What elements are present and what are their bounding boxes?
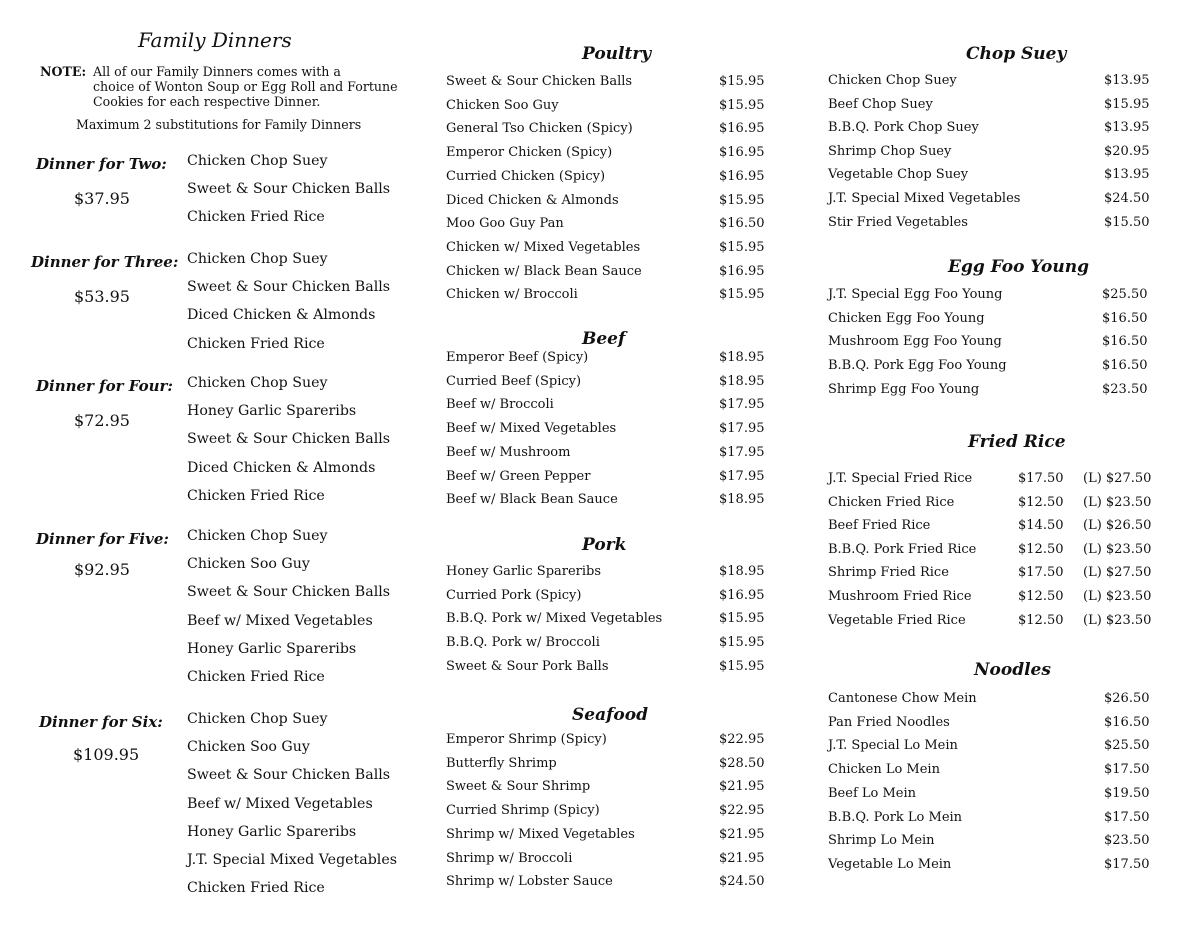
menu-item-price: $23.50 xyxy=(1102,381,1148,397)
dinner-item: Sweet & Sour Chicken Balls xyxy=(187,584,391,601)
menu-item-name: Chicken w/ Black Bean Sauce xyxy=(446,263,642,279)
menu-item-name: Moo Goo Guy Pan xyxy=(446,216,564,232)
menu-item-row xyxy=(446,564,786,584)
menu-item-name: Beef w/ Green Pepper xyxy=(446,468,591,484)
egg-foo-young-title: Egg Foo Young xyxy=(948,257,1089,277)
menu-item-name: Beef w/ Mixed Vegetables xyxy=(446,421,617,437)
menu-item-name: Shrimp Chop Suey xyxy=(828,143,952,159)
menu-item-price: $26.50 xyxy=(1104,691,1150,706)
dinner-item: Chicken Fried Rice xyxy=(187,335,325,352)
dinner-item: Chicken Fried Rice xyxy=(187,487,325,504)
dinner-price: $37.95 xyxy=(74,189,130,208)
dinner-items xyxy=(187,711,397,908)
dinner-item: Chicken Fried Rice xyxy=(187,668,325,685)
menu-item-price: $15.95 xyxy=(1104,96,1150,112)
menu-item-name: Vegetable Chop Suey xyxy=(828,167,969,183)
menu-item-price: $15.95 xyxy=(719,192,765,208)
menu-item-row xyxy=(828,334,1168,354)
menu-item-name: Shrimp w/ Broccoli xyxy=(446,850,573,866)
menu-item-price: $20.95 xyxy=(1104,143,1150,159)
menu-item-price: $18.95 xyxy=(719,373,765,389)
family-dinners-title: Family Dinners xyxy=(138,28,292,52)
menu-item-name: Beef Fried Rice xyxy=(828,518,931,534)
menu-item-price: $17.50 xyxy=(1104,856,1150,872)
menu-item-row xyxy=(446,588,786,608)
dinner-item: Chicken Chop Suey xyxy=(187,251,328,267)
menu-item-row xyxy=(828,518,1168,538)
menu-item-row xyxy=(446,121,786,141)
menu-item-price: $15.95 xyxy=(719,97,765,113)
menu-item-price: $17.95 xyxy=(719,397,765,413)
menu-item-name: Curried Shrimp (Spicy) xyxy=(446,803,600,819)
menu-item-price: $16.50 xyxy=(719,216,765,232)
menu-item-price: $16.95 xyxy=(719,121,765,137)
dinner-item: Chicken Chop Suey xyxy=(187,711,328,727)
menu-item-row xyxy=(828,810,1168,830)
dinner-item: Sweet & Sour Chicken Balls xyxy=(187,181,391,198)
dinner-item: Chicken Fried Rice xyxy=(187,209,325,226)
dinner-item: Honey Garlic Spareribs xyxy=(187,823,357,840)
menu-item-row xyxy=(446,803,786,823)
menu-item-row xyxy=(828,167,1168,187)
menu-item-large-price: (L) $26.50 xyxy=(1083,518,1152,534)
menu-item-name: Beef Chop Suey xyxy=(828,96,933,112)
menu-item-name: Vegetable Lo Mein xyxy=(828,856,952,872)
menu-item-price: $15.95 xyxy=(719,611,765,627)
dinner-item: Diced Chicken & Almonds xyxy=(187,459,376,476)
menu-item-name: Beef w/ Broccoli xyxy=(446,397,554,413)
menu-item-large-price: (L) $23.50 xyxy=(1083,589,1152,604)
menu-item-price: $24.50 xyxy=(719,874,765,890)
menu-item-name: Mushroom Egg Foo Young xyxy=(828,334,1002,350)
dinner-item: Chicken Chop Suey xyxy=(187,153,328,169)
menu-item-price: $17.50 xyxy=(1104,762,1150,778)
note-label: NOTE: xyxy=(40,64,87,79)
menu-item-name: Chicken Soo Guy xyxy=(446,97,559,113)
menu-item-name: Emperor Chicken (Spicy) xyxy=(446,145,613,161)
menu-item-price: $13.95 xyxy=(1104,167,1150,183)
menu-item-price: $22.95 xyxy=(719,732,765,747)
dinner-price: $53.95 xyxy=(74,287,130,306)
menu-item-price: $16.95 xyxy=(719,263,765,279)
menu-item-name: B.B.Q. Pork Egg Foo Young xyxy=(828,358,1007,374)
menu-item-price: $12.50 xyxy=(1018,612,1064,628)
dinner-name: Dinner for Two: xyxy=(36,155,167,173)
menu-item-price: $13.95 xyxy=(1104,73,1150,88)
dinner-item: Diced Chicken & Almonds xyxy=(187,307,376,324)
dinner-item: Sweet & Sour Chicken Balls xyxy=(187,279,391,296)
menu-item-price: $17.95 xyxy=(719,468,765,484)
max-substitutions-note: Maximum 2 substitutions for Family Dinners xyxy=(76,117,362,132)
menu-item-name: Beef w/ Black Bean Sauce xyxy=(446,492,618,508)
menu-item-name: Stir Fried Vegetables xyxy=(828,214,968,230)
menu-item-name: Chicken Egg Foo Young xyxy=(828,310,985,326)
menu-item-price: $19.50 xyxy=(1104,785,1150,801)
menu-item-price: $21.95 xyxy=(719,779,765,795)
menu-item-name: Sweet & Sour Chicken Balls xyxy=(446,74,633,89)
dinner-item: Honey Garlic Spareribs xyxy=(187,640,357,657)
menu-item-large-price: (L) $27.50 xyxy=(1083,565,1152,581)
dinner-items xyxy=(187,528,390,697)
menu-item-large-price: (L) $23.50 xyxy=(1083,612,1152,628)
dinner-name: Dinner for Three: xyxy=(31,253,179,271)
menu-item-row xyxy=(446,659,786,679)
menu-item-price: $15.95 xyxy=(719,658,765,674)
menu-item-name: Cantonese Chow Mein xyxy=(828,691,977,706)
menu-item-name: Shrimp w/ Lobster Sauce xyxy=(446,874,613,890)
dinner-item: Chicken Soo Guy xyxy=(187,739,310,756)
menu-item-name: Emperor Shrimp (Spicy) xyxy=(446,732,607,747)
menu-item-row xyxy=(828,215,1168,235)
menu-item-name: J.T. Special Egg Foo Young xyxy=(828,287,1003,302)
menu-item-price: $21.95 xyxy=(719,826,765,842)
menu-item-name: Beef Lo Mein xyxy=(828,785,917,801)
menu-item-name: B.B.Q. Pork Lo Mein xyxy=(828,809,963,825)
menu-item-name: Diced Chicken & Almonds xyxy=(446,192,619,208)
menu-item-price: $17.50 xyxy=(1018,565,1064,581)
dinner-item: Chicken Chop Suey xyxy=(187,528,328,544)
dinner-item: Sweet & Sour Chicken Balls xyxy=(187,431,391,448)
menu-item-name: Curried Chicken (Spicy) xyxy=(446,168,606,184)
fried-rice-title: Fried Rice xyxy=(968,432,1066,452)
menu-item-large-price: (L) $23.50 xyxy=(1083,494,1152,510)
menu-item-row xyxy=(446,421,786,441)
menu-item-row xyxy=(828,382,1168,402)
menu-item-large-price: (L) $27.50 xyxy=(1083,471,1152,486)
menu-item-row xyxy=(446,145,786,165)
menu-item-row xyxy=(828,691,1168,711)
menu-item-row xyxy=(828,97,1168,117)
menu-item-row xyxy=(446,827,786,847)
menu-item-name: Mushroom Fried Rice xyxy=(828,589,972,604)
menu-item-row xyxy=(446,169,786,189)
dinner-items xyxy=(187,153,390,238)
menu-item-name: B.B.Q. Pork w/ Broccoli xyxy=(446,635,600,651)
menu-item-row xyxy=(446,635,786,655)
menu-item-row xyxy=(446,264,786,284)
menu-item-price: $16.95 xyxy=(719,168,765,184)
menu-item-price: $16.50 xyxy=(1102,310,1148,326)
menu-item-row xyxy=(828,613,1168,633)
menu-item-price: $17.50 xyxy=(1104,809,1150,825)
menu-item-row xyxy=(828,589,1168,609)
menu-item-price: $25.50 xyxy=(1102,287,1148,302)
menu-item-price: $12.50 xyxy=(1018,541,1064,557)
dinner-item: Beef w/ Mixed Vegetables xyxy=(187,612,373,629)
menu-item-price: $15.95 xyxy=(719,635,765,651)
menu-item-price: $15.50 xyxy=(1104,214,1150,230)
menu-item-name: Chicken w/ Broccoli xyxy=(446,287,578,303)
menu-item-name: Chicken Lo Mein xyxy=(828,762,940,778)
menu-item-row xyxy=(446,779,786,799)
dinner-name: Dinner for Four: xyxy=(36,377,173,395)
dinner-item: Beef w/ Mixed Vegetables xyxy=(187,795,373,812)
menu-item-price: $12.50 xyxy=(1018,589,1064,604)
menu-item-name: Butterfly Shrimp xyxy=(446,755,557,771)
menu-item-name: Chicken Fried Rice xyxy=(828,494,955,510)
menu-item-row xyxy=(828,287,1168,307)
seafood-title: Seafood xyxy=(572,705,648,725)
menu-item-price: $12.50 xyxy=(1018,494,1064,510)
menu-item-name: Honey Garlic Spareribs xyxy=(446,564,602,579)
menu-item-row xyxy=(446,74,786,94)
menu-item-row xyxy=(446,374,786,394)
menu-item-name: Emperor Beef (Spicy) xyxy=(446,350,589,365)
menu-item-row xyxy=(446,216,786,236)
menu-item-row xyxy=(446,874,786,894)
menu-item-price: $14.50 xyxy=(1018,518,1064,534)
menu-item-name: B.B.Q. Pork Chop Suey xyxy=(828,120,979,136)
menu-item-row xyxy=(446,492,786,512)
menu-item-price: $25.50 xyxy=(1104,738,1150,754)
menu-item-price: $28.50 xyxy=(719,755,765,771)
dinner-item: Chicken Fried Rice xyxy=(187,880,325,897)
menu-item-price: $16.50 xyxy=(1102,334,1148,350)
menu-item-name: J.T. Special Mixed Vegetables xyxy=(828,191,1021,206)
menu-item-row xyxy=(828,471,1168,491)
dinner-price: $92.95 xyxy=(74,560,130,579)
menu-item-row xyxy=(446,469,786,489)
menu-item-row xyxy=(828,191,1168,211)
menu-item-row xyxy=(828,73,1168,93)
menu-item-row xyxy=(446,397,786,417)
menu-item-name: B.B.Q. Pork Fried Rice xyxy=(828,541,977,557)
menu-item-row xyxy=(828,495,1168,515)
menu-item-price: $24.50 xyxy=(1104,191,1150,206)
menu-item-name: Chicken w/ Mixed Vegetables xyxy=(446,239,641,255)
menu-item-price: $17.95 xyxy=(719,444,765,460)
dinner-item: Sweet & Sour Chicken Balls xyxy=(187,767,391,784)
menu-item-name: Pan Fried Noodles xyxy=(828,714,950,730)
menu-item-price: $22.95 xyxy=(719,803,765,819)
menu-item-large-price: (L) $23.50 xyxy=(1083,541,1152,557)
menu-item-price: $23.50 xyxy=(1104,833,1150,849)
menu-item-row xyxy=(828,144,1168,164)
menu-item-name: Curried Pork (Spicy) xyxy=(446,587,582,603)
chop-suey-title: Chop Suey xyxy=(966,44,1067,64)
menu-item-row xyxy=(446,193,786,213)
menu-item-row xyxy=(828,542,1168,562)
menu-item-price: $17.95 xyxy=(719,421,765,437)
dinner-item: Honey Garlic Spareribs xyxy=(187,403,357,420)
dinner-name: Dinner for Five: xyxy=(36,530,169,548)
menu-item-row xyxy=(446,98,786,118)
poultry-title: Poultry xyxy=(582,44,652,64)
menu-item-row xyxy=(828,786,1168,806)
menu-item-price: $15.95 xyxy=(719,74,765,89)
menu-item-name: Shrimp w/ Mixed Vegetables xyxy=(446,826,635,842)
menu-item-row xyxy=(446,287,786,307)
menu-item-row xyxy=(446,756,786,776)
dinner-item: Chicken Chop Suey xyxy=(187,375,328,391)
menu-item-price: $16.50 xyxy=(1104,714,1150,730)
menu-item-price: $16.50 xyxy=(1102,358,1148,374)
menu-item-name: Vegetable Fried Rice xyxy=(828,612,966,628)
menu-item-row xyxy=(828,715,1168,735)
noodles-title: Noodles xyxy=(974,660,1051,680)
menu-item-price: $18.95 xyxy=(719,564,765,579)
menu-item-row xyxy=(446,445,786,465)
dinner-price: $72.95 xyxy=(74,411,130,430)
menu-item-price: $21.95 xyxy=(719,850,765,866)
menu-item-name: Sweet & Sour Shrimp xyxy=(446,779,591,795)
dinner-item: Chicken Soo Guy xyxy=(187,556,310,573)
menu-item-name: B.B.Q. Pork w/ Mixed Vegetables xyxy=(446,611,663,627)
menu-item-name: Shrimp Egg Foo Young xyxy=(828,381,980,397)
dinner-name: Dinner for Six: xyxy=(39,713,163,731)
menu-item-price: $13.95 xyxy=(1104,120,1150,136)
dinner-price: $109.95 xyxy=(73,745,140,764)
menu-item-row xyxy=(446,851,786,871)
menu-item-row xyxy=(828,857,1168,877)
menu-item-row xyxy=(828,762,1168,782)
menu-item-price: $18.95 xyxy=(719,492,765,508)
note-line: All of our Family Dinners comes with a xyxy=(93,64,341,79)
menu-item-price: $15.95 xyxy=(719,239,765,255)
menu-item-name: J.T. Special Fried Rice xyxy=(828,471,973,486)
menu-item-price: $16.95 xyxy=(719,145,765,161)
menu-item-price: $15.95 xyxy=(719,287,765,303)
menu-item-name: Shrimp Lo Mein xyxy=(828,833,935,849)
menu-item-row xyxy=(446,240,786,260)
dinner-items xyxy=(187,251,390,364)
menu-item-row xyxy=(828,565,1168,585)
menu-item-row xyxy=(446,732,786,752)
menu-item-row xyxy=(446,611,786,631)
menu-item-name: General Tso Chicken (Spicy) xyxy=(446,121,633,137)
menu-item-row xyxy=(828,358,1168,378)
menu-item-row xyxy=(828,738,1168,758)
menu-item-name: Chicken Chop Suey xyxy=(828,73,957,88)
menu-item-price: $17.50 xyxy=(1018,471,1064,486)
menu-item-price: $18.95 xyxy=(719,350,765,365)
menu-item-name: J.T. Special Lo Mein xyxy=(828,738,958,754)
menu-item-name: Curried Beef (Spicy) xyxy=(446,373,582,389)
menu-item-price: $16.95 xyxy=(719,587,765,603)
menu-item-name: Sweet & Sour Pork Balls xyxy=(446,658,609,674)
note-line: Cookies for each respective Dinner. xyxy=(93,94,321,109)
menu-item-row xyxy=(828,833,1168,853)
pork-title: Pork xyxy=(582,535,627,555)
dinner-items xyxy=(187,375,390,516)
menu-item-name: Beef w/ Mushroom xyxy=(446,444,571,460)
dinner-item: J.T. Special Mixed Vegetables xyxy=(187,851,398,868)
menu-item-row xyxy=(828,311,1168,331)
menu-item-row xyxy=(446,350,786,370)
note-line: choice of Wonton Soup or Egg Roll and Fortune xyxy=(93,79,398,94)
menu-item-row xyxy=(828,120,1168,140)
menu-item-name: Shrimp Fried Rice xyxy=(828,565,949,581)
beef-title: Beef xyxy=(582,329,626,349)
